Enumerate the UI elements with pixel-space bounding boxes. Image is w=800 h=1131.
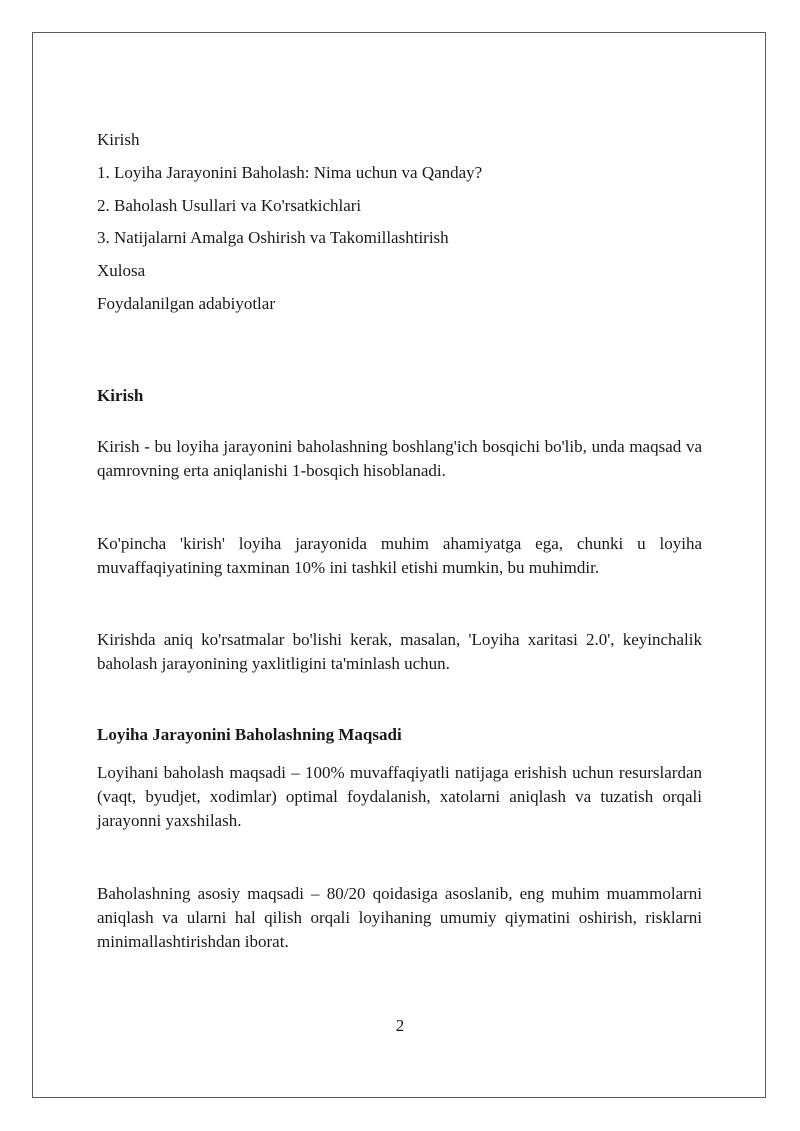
paragraph: Kirish - bu loyiha jarayonini baholashning boshlang'ich bosqichi bo'lib, unda maqsad va qamrovning erta aniqlanishi 1-bosqich hisoblanadi. xyxy=(97,436,702,480)
table-of-contents xyxy=(97,128,702,325)
section-heading-intro: Kirish xyxy=(97,385,144,405)
toc-item-2: 2. Baholash Usullari va Ko'rsatkichlari xyxy=(97,195,362,215)
toc-item-conclusion: Xulosa xyxy=(97,261,146,281)
toc-item-intro: Kirish xyxy=(97,130,140,149)
toc-item-3: 3. Natijalarni Amalga Oshirish va Takomillashtirish xyxy=(97,228,449,248)
paragraph: Baholashning asosiy maqsadi – 80/20 qoidasiga asoslanib, eng muhim muammolarni aniqlash va ularni hal qilish orqali loyihaning umumiy qiymatini oshirish, risklarni minimallashtirishdan iborat. xyxy=(97,883,702,951)
paragraph: Ko'pincha 'kirish' loyiha jarayonida muhim ahamiyatga ega, chunki u loyiha muvaffaqiyatining taxminan 10% ini tashkil etishi mumkin, bu muhimdir. xyxy=(97,533,702,577)
section-heading-goal: Loyiha Jarayonini Baholashning Maqsadi xyxy=(97,724,402,744)
document-body xyxy=(97,128,702,954)
paragraph: Loyihani baholash maqsadi – 100% muvaffaqiyatli natijaga erishish uchun resurslardan (vaqt, byudjet, xodimlar) optimal foydalanish, xatolarni aniqlash va tuzatish orqali jarayonni yaxshilash. xyxy=(97,762,702,830)
page-number: 2 xyxy=(395,1016,405,1035)
paragraph: Kirishda aniq ko'rsatmalar bo'lishi kerak, masalan, 'Loyiha xaritasi 2.0', keyinchalik baholash jarayonining yaxlitligini ta'minlash uchun. xyxy=(97,629,702,673)
toc-item-references: Foydalanilgan adabiyotlar xyxy=(97,293,275,313)
toc-item-1: 1. Loyiha Jarayonini Baholash: Nima uchun va Qanday? xyxy=(97,162,483,182)
